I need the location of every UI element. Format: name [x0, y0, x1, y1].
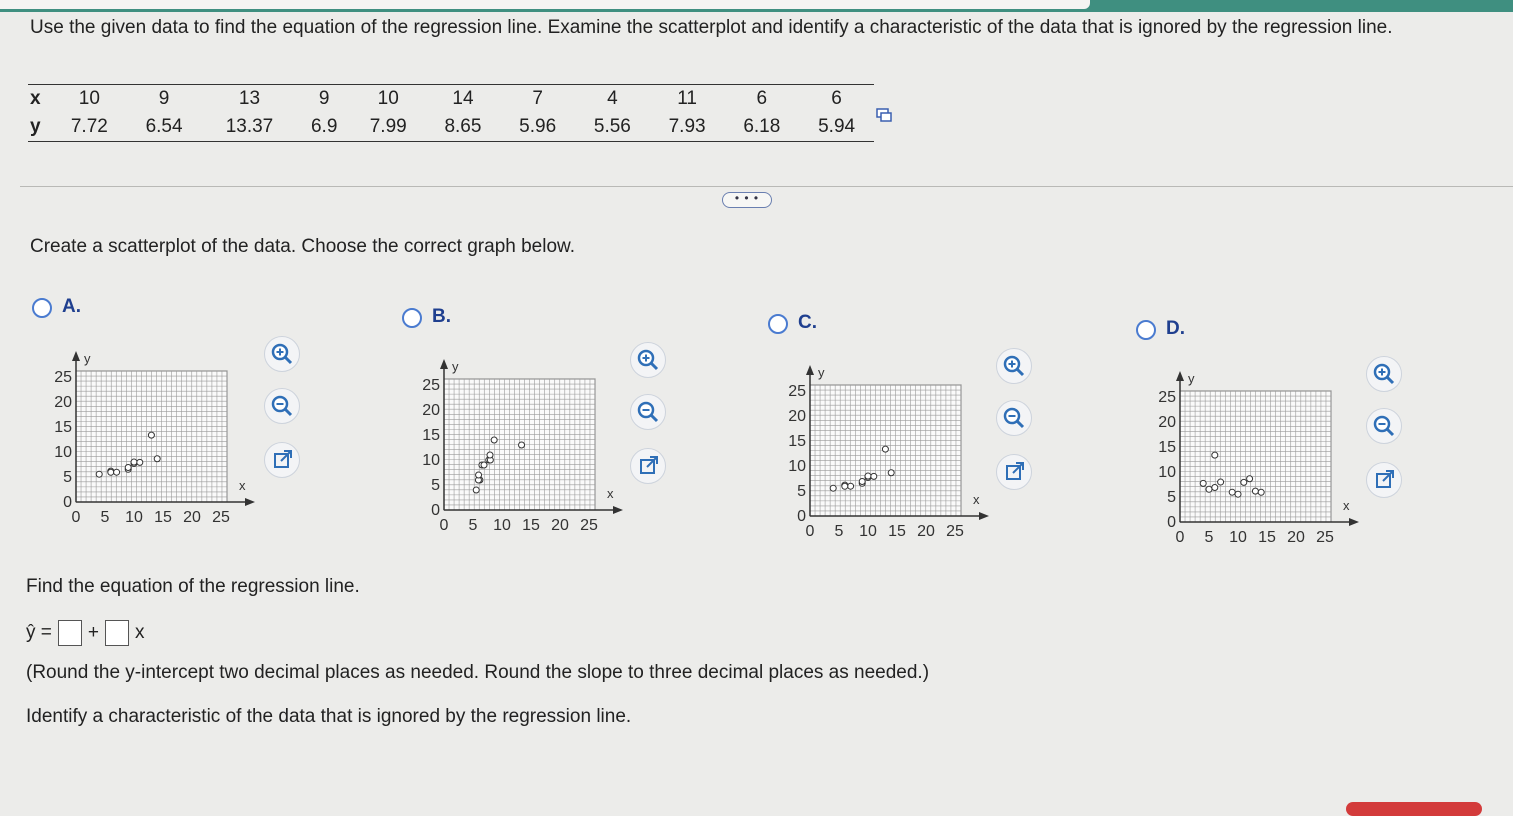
lens-handle: [1017, 369, 1023, 375]
y-axis-label: y: [1188, 371, 1195, 386]
y-cell: 7.93: [650, 113, 725, 142]
zoom-out-icon[interactable]: [264, 388, 300, 424]
y-tick-label: 20: [788, 408, 806, 425]
data-table: [28, 84, 874, 142]
x-axis-label: x: [607, 486, 614, 501]
y-tick-label: 0: [797, 508, 806, 525]
identify-text: Identify a characteristic of the data that is ignored by the regression line.: [26, 706, 632, 727]
y-cell: 5.94: [799, 113, 874, 142]
x-tick-label: 20: [183, 509, 201, 526]
zoom-in-icon[interactable]: [1366, 356, 1402, 392]
scatter-point: [1235, 491, 1241, 497]
scatter-point: [1218, 479, 1224, 485]
x-tick-label: 10: [125, 509, 143, 526]
plot-area: [54, 351, 255, 526]
y-tick-label: 15: [788, 433, 806, 450]
option-b-label: B.: [432, 306, 451, 327]
y-cell: 7.72: [52, 113, 127, 142]
zoom-in-icon[interactable]: [630, 342, 666, 378]
scatter-point: [108, 469, 114, 475]
y-cell: 5.56: [575, 113, 650, 142]
scatter-point: [491, 437, 497, 443]
y-tick-label: 5: [797, 483, 806, 500]
zoom-out-icon[interactable]: [630, 394, 666, 430]
equation-suffix: x: [134, 622, 145, 643]
expand-more-button[interactable]: • • •: [722, 192, 772, 208]
option-c-label: C.: [798, 312, 817, 333]
x-tick-label: 25: [212, 509, 230, 526]
y-axis-label: y: [452, 359, 459, 374]
x-cell: 11: [650, 85, 725, 114]
scatter-point: [487, 452, 493, 458]
external-arrow: [647, 457, 657, 467]
external-arrow: [1013, 463, 1023, 473]
scatter-point: [1241, 479, 1247, 485]
x-tick-label: 10: [493, 517, 511, 534]
scatter-point: [865, 473, 871, 479]
scatter-point: [888, 470, 894, 476]
y-cell: 8.65: [426, 113, 501, 142]
zoom-out-icon[interactable]: [996, 400, 1032, 436]
option-d-label: D.: [1166, 318, 1185, 339]
y-tick-label: 20: [422, 402, 440, 419]
y-tick-label: 10: [54, 444, 72, 461]
x-tick-label: 25: [1316, 529, 1334, 546]
x-tick-label: 10: [1229, 529, 1247, 546]
scatter-point: [882, 446, 888, 452]
x-tick-label: 0: [71, 509, 81, 526]
x-tick-label: 20: [551, 517, 569, 534]
radio-option-d[interactable]: [1136, 320, 1156, 340]
x-cell: 6: [799, 85, 874, 114]
x-tick-label: 0: [805, 523, 815, 540]
y-tick-label: 15: [54, 419, 72, 436]
scatter-point: [519, 442, 525, 448]
open-external-icon[interactable]: [1366, 462, 1402, 498]
scatter-point: [154, 456, 160, 462]
scatter-point: [1212, 485, 1218, 491]
scatter-point: [1212, 452, 1218, 458]
lens-handle: [651, 363, 657, 369]
x-tick-label: 5: [1204, 529, 1214, 546]
y-tick-label: 25: [54, 369, 72, 386]
scatter-point: [1252, 488, 1258, 494]
scatterplot-a: [36, 330, 266, 540]
x-tick-label: 15: [522, 517, 540, 534]
y-axis-arrow: [440, 359, 448, 369]
scatterplot-b: [404, 338, 634, 548]
lens-handle: [651, 415, 657, 421]
x-tick-label: 20: [917, 523, 935, 540]
x-tick-label: 15: [1258, 529, 1276, 546]
radio-option-a[interactable]: [32, 298, 52, 318]
zoom-in-icon[interactable]: [996, 348, 1032, 384]
open-external-icon[interactable]: [996, 454, 1032, 490]
scatter-point: [1206, 486, 1212, 492]
lens-handle: [1387, 429, 1393, 435]
y-tick-label: 25: [788, 383, 806, 400]
y-axis-arrow: [72, 351, 80, 361]
y-cell: 6.54: [127, 113, 202, 142]
lens-handle: [285, 409, 291, 415]
x-row: [28, 85, 874, 114]
option-a-label: A.: [62, 296, 81, 317]
scatter-point: [830, 485, 836, 491]
zoom-out-icon[interactable]: [1366, 408, 1402, 444]
x-row-label: x: [28, 85, 52, 114]
y-tick-label: 10: [422, 452, 440, 469]
x-tick-label: 20: [1287, 529, 1305, 546]
y-tick-label: 25: [1158, 389, 1176, 406]
scatterplot-d: [1140, 350, 1370, 560]
y-row-label: y: [28, 113, 52, 142]
scatter-point: [131, 459, 137, 465]
y-tick-label: 20: [1158, 414, 1176, 431]
plot-area: [422, 359, 623, 534]
y-tick-label: 25: [422, 377, 440, 394]
y-axis-label: y: [84, 351, 91, 366]
y-cell: 13.37: [201, 113, 297, 142]
scatter-point: [842, 483, 848, 489]
x-axis-arrow: [245, 498, 255, 506]
y-tick-label: 15: [422, 427, 440, 444]
radio-option-c[interactable]: [768, 314, 788, 334]
y-tick-label: 5: [63, 469, 72, 486]
y-tick-label: 5: [1167, 489, 1176, 506]
y-tick-label: 10: [1158, 464, 1176, 481]
scatter-point: [848, 483, 854, 489]
x-cell: 6: [724, 85, 799, 114]
x-tick-label: 0: [1175, 529, 1185, 546]
copy-data-icon[interactable]: [876, 108, 892, 122]
x-cell: 14: [426, 85, 501, 114]
y-axis-arrow: [1176, 371, 1184, 381]
x-axis-arrow: [613, 506, 623, 514]
external-arrow: [281, 451, 291, 461]
x-axis-label: x: [973, 492, 980, 507]
x-tick-label: 10: [859, 523, 877, 540]
y-cell: 6.18: [724, 113, 799, 142]
scatter-point: [871, 473, 877, 479]
section-divider: [20, 186, 1513, 187]
intercept-input[interactable]: [58, 620, 82, 646]
plot-area: [788, 365, 989, 540]
scatter-prompt: Create a scatterplot of the data. Choose the correct graph below.: [30, 236, 575, 257]
y-axis-label: y: [818, 365, 825, 380]
x-cell: 4: [575, 85, 650, 114]
open-external-icon[interactable]: [264, 442, 300, 478]
plot-area: [1158, 371, 1359, 546]
scatter-point: [1258, 489, 1264, 495]
x-cell: 9: [127, 85, 202, 114]
scatter-point: [1229, 489, 1235, 495]
lens-handle: [285, 357, 291, 363]
x-cell: 10: [52, 85, 127, 114]
y-tick-label: 15: [1158, 439, 1176, 456]
scatter-point: [114, 469, 120, 475]
x-tick-label: 0: [439, 517, 449, 534]
x-axis-label: x: [239, 478, 246, 493]
equation-plus: +: [87, 622, 99, 643]
x-tick-label: 15: [888, 523, 906, 540]
x-axis-arrow: [1349, 518, 1359, 526]
scatter-point: [148, 432, 154, 438]
open-external-icon[interactable]: [630, 448, 666, 484]
y-cell: 7.99: [351, 113, 426, 142]
scatterplot-c: [770, 344, 1000, 554]
find-equation-text: Find the equation of the regression line.: [26, 576, 360, 597]
scatter-point: [1247, 476, 1253, 482]
scatter-point: [1200, 480, 1206, 486]
scatter-point: [96, 471, 102, 477]
scatter-point: [137, 459, 143, 465]
y-tick-label: 0: [1167, 514, 1176, 531]
y-tick-label: 10: [788, 458, 806, 475]
lens-handle: [1387, 377, 1393, 383]
x-cell: 13: [201, 85, 297, 114]
x-cell: 9: [298, 85, 351, 114]
question-text: Use the given data to find the equation of the regression line. Examine the scatterplot and identify a characteristic of the data that is ignored by the regression line.: [30, 17, 1393, 38]
scatter-point: [473, 487, 479, 493]
top-header-strip: [0, 0, 1090, 9]
y-cell: 6.9: [298, 113, 351, 142]
y-axis-arrow: [806, 365, 814, 375]
scatter-point: [125, 465, 131, 471]
x-tick-label: 5: [468, 517, 478, 534]
bottom-action-button[interactable]: [1346, 802, 1482, 816]
x-tick-label: 25: [946, 523, 964, 540]
slope-input[interactable]: [105, 620, 129, 646]
lens-handle: [1017, 421, 1023, 427]
scatter-point: [481, 462, 487, 468]
x-axis-arrow: [979, 512, 989, 520]
y-tick-label: 20: [54, 394, 72, 411]
x-tick-label: 5: [100, 509, 110, 526]
x-tick-label: 5: [834, 523, 844, 540]
scatter-point: [859, 479, 865, 485]
zoom-in-icon[interactable]: [264, 336, 300, 372]
equation-lhs: ŷ =: [26, 622, 52, 643]
scatter-point: [476, 472, 482, 478]
x-axis-label: x: [1343, 498, 1350, 513]
y-cell: 5.96: [500, 113, 575, 142]
y-tick-label: 0: [431, 502, 440, 519]
rounding-note: (Round the y-intercept two decimal places as needed. Round the slope to three decimal places as needed.): [26, 662, 930, 683]
regression-equation: [26, 620, 144, 646]
external-arrow: [1383, 471, 1393, 481]
y-tick-label: 0: [63, 494, 72, 511]
y-tick-label: 5: [431, 477, 440, 494]
x-cell: 7: [500, 85, 575, 114]
y-row: [28, 113, 874, 142]
radio-option-b[interactable]: [402, 308, 422, 328]
x-tick-label: 15: [154, 509, 172, 526]
x-cell: 10: [351, 85, 426, 114]
x-tick-label: 25: [580, 517, 598, 534]
